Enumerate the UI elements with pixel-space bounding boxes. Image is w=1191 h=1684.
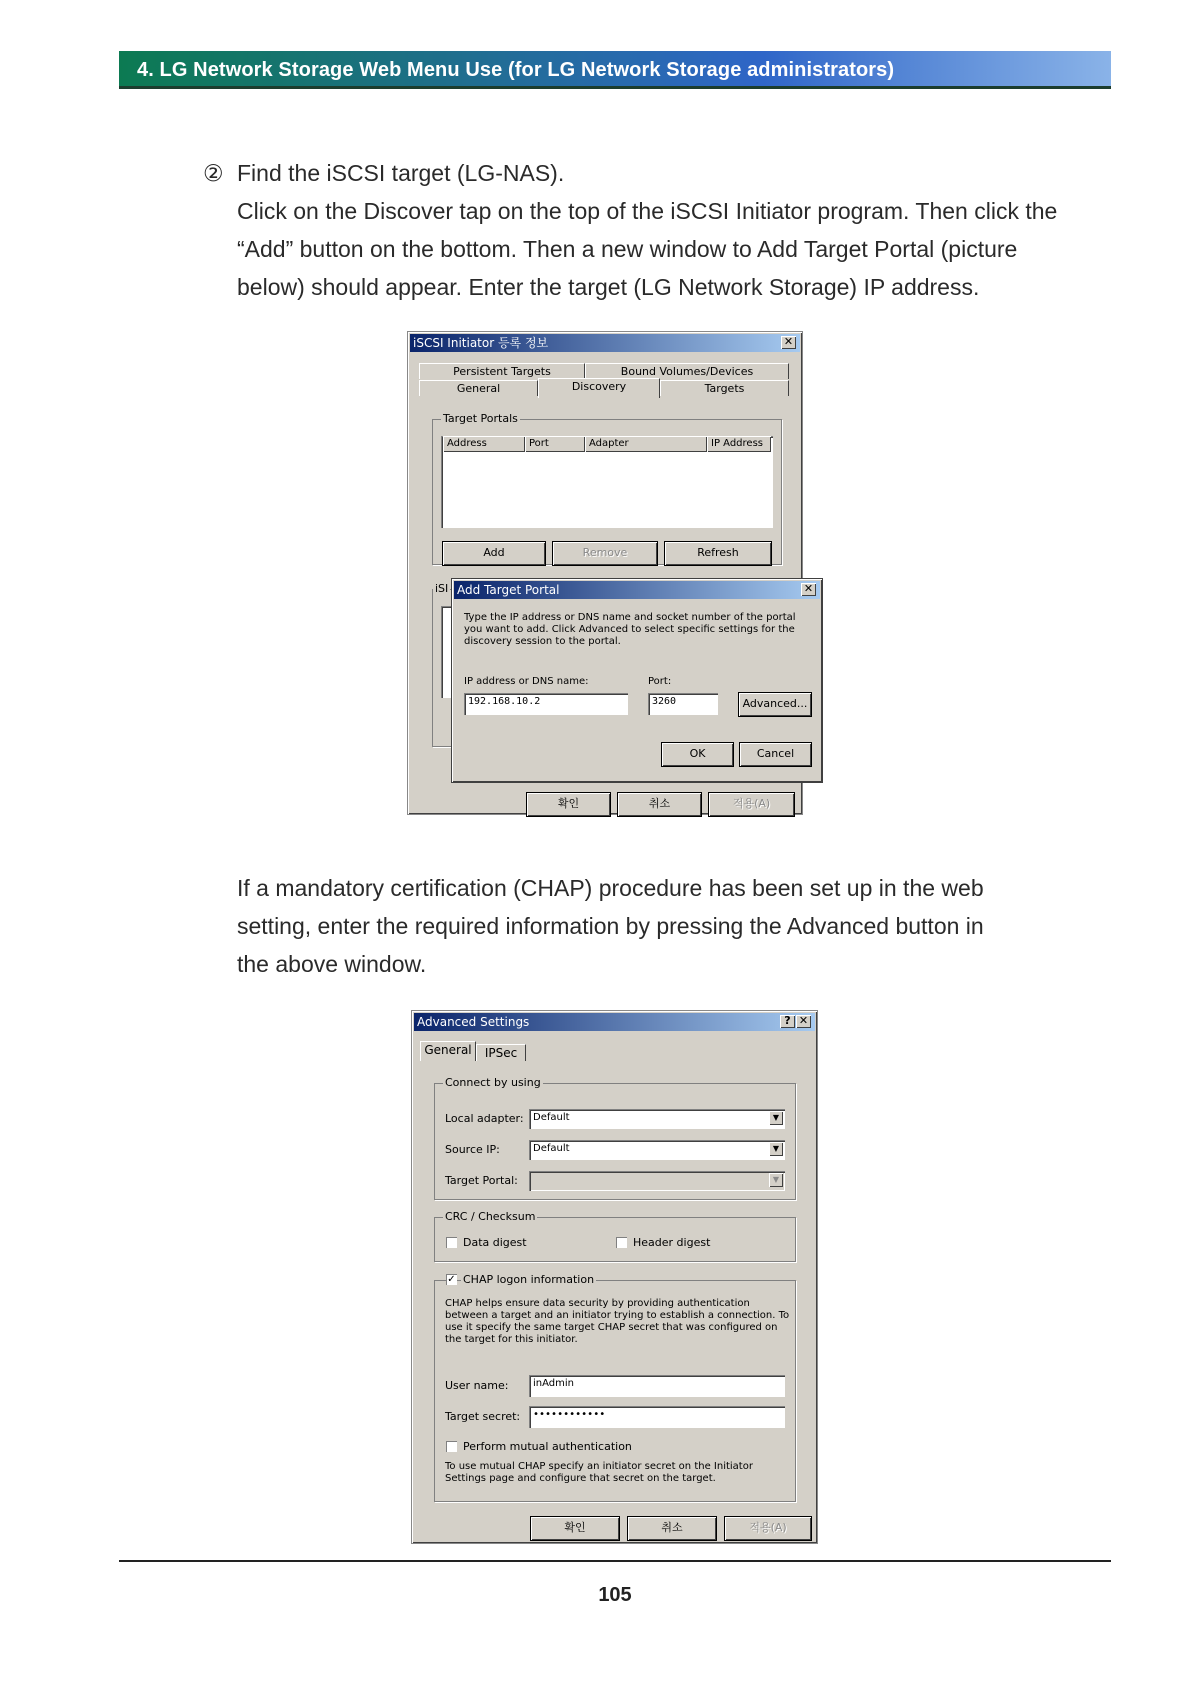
source-ip-label: Source IP: <box>445 1143 500 1156</box>
chap-logon-checkbox[interactable]: ✓ <box>447 1274 456 1285</box>
iscsi-window-titlebar <box>410 334 800 352</box>
add-portal-titlebar <box>454 581 820 599</box>
apply-button[interactable]: 적용(A) <box>709 793 794 816</box>
help-icon[interactable]: ? <box>780 1015 795 1028</box>
target-secret-value: •••••••••••• <box>533 1409 606 1420</box>
chap-logon-label: CHAP logon information <box>463 1273 595 1286</box>
add-target-portal-dialog <box>451 578 823 783</box>
footer-rule <box>119 1560 1111 1562</box>
connect-by-using-label: Connect by using <box>445 1076 541 1089</box>
chap-description: CHAP helps ensure data security by providing authentication between a target and an initiator trying to establish a connection. To use it specify the same target CHAP secret that was configured on the target for this initiator. <box>445 1298 790 1345</box>
add-button[interactable]: Add <box>443 542 545 565</box>
source-ip-select[interactable] <box>529 1140 785 1160</box>
target-portal-label: Target Portal: <box>445 1174 518 1187</box>
apply-button[interactable]: 적용(A) <box>725 1517 811 1540</box>
advanced-settings-window <box>411 1010 818 1544</box>
user-name-value: inAdmin <box>533 1378 574 1389</box>
tab-general[interactable]: General <box>419 380 538 396</box>
column-header-address[interactable]: Address <box>443 436 525 452</box>
tab-persistent-targets[interactable]: Persistent Targets <box>419 363 585 379</box>
user-name-input[interactable] <box>529 1375 785 1397</box>
target-portals-list[interactable] <box>441 436 773 528</box>
remove-button[interactable]: Remove <box>553 542 657 565</box>
tab-bound-volumes[interactable]: Bound Volumes/Devices <box>585 363 789 379</box>
section-header-bar <box>119 51 1111 89</box>
close-icon[interactable]: ✕ <box>801 583 816 596</box>
cancel-button[interactable]: 취소 <box>628 1517 716 1540</box>
mutual-auth-label: Perform mutual authentication <box>463 1440 632 1453</box>
data-digest-checkbox[interactable] <box>446 1237 457 1248</box>
add-portal-title: Add Target Portal <box>457 583 560 597</box>
step-line-2: Click on the Discover tap on the top of the iSCSI Initiator program. Then click the <box>237 198 1058 224</box>
data-digest-label: Data digest <box>463 1236 527 1249</box>
local-adapter-select[interactable] <box>529 1109 785 1129</box>
ok-button[interactable]: 확인 <box>527 793 610 816</box>
port-value: 3260 <box>652 696 677 707</box>
mutual-auth-checkbox[interactable] <box>446 1441 457 1452</box>
step-number: ② <box>203 160 224 186</box>
ip-address-label: IP address or DNS name: <box>464 676 589 687</box>
chevron-down-icon[interactable]: ▼ <box>769 1111 783 1125</box>
step-line-1: Find the iSCSI target (LG-NAS). <box>237 160 565 186</box>
add-portal-cancel-button[interactable]: Cancel <box>740 743 811 766</box>
iscsi-window-title: iSCSI Initiator 등록 정보 <box>413 336 549 350</box>
port-input[interactable] <box>648 693 718 715</box>
tab-targets[interactable]: Targets <box>660 380 789 396</box>
mutual-auth-description: To use mutual CHAP specify an initiator secret on the Initiator Settings page and configure that secret on the target. <box>445 1461 753 1484</box>
target-secret-input[interactable] <box>529 1406 785 1428</box>
tab-ipsec[interactable]: IPSec <box>476 1044 526 1061</box>
source-ip-value: Default <box>533 1143 570 1154</box>
target-secret-label: Target secret: <box>445 1410 521 1423</box>
add-portal-ok-button[interactable]: OK <box>662 743 733 766</box>
ip-address-value: 192.168.10.2 <box>468 696 541 707</box>
tab-discovery[interactable]: Discovery <box>538 378 660 398</box>
chevron-down-icon[interactable]: ▼ <box>769 1142 783 1156</box>
crc-checksum-label: CRC / Checksum <box>445 1210 536 1223</box>
port-label: Port: <box>648 676 672 687</box>
header-digest-checkbox[interactable] <box>616 1237 627 1248</box>
header-digest-label: Header digest <box>633 1236 711 1249</box>
cancel-button[interactable]: 취소 <box>618 793 701 816</box>
targets-group-label: iSI <box>435 582 449 595</box>
section-header-title: 4. LG Network Storage Web Menu Use (for LG Network Storage administrators) <box>137 59 895 81</box>
ok-button[interactable]: 확인 <box>531 1517 619 1540</box>
user-name-label: User name: <box>445 1379 509 1392</box>
advanced-titlebar <box>414 1013 815 1031</box>
local-adapter-value: Default <box>533 1112 570 1123</box>
target-portals-label: Target Portals <box>443 412 518 425</box>
advanced-title: Advanced Settings <box>417 1015 530 1029</box>
refresh-button[interactable]: Refresh <box>665 542 771 565</box>
note-line-1: If a mandatory certification (CHAP) procedure has been set up in the web <box>237 875 984 901</box>
chevron-down-icon: ▼ <box>769 1173 783 1187</box>
close-icon[interactable]: ✕ <box>796 1015 811 1028</box>
page-number: 105 <box>598 1584 632 1606</box>
step-line-3: “Add” button on the bottom. Then a new window to Add Target Portal (picture <box>237 236 1018 262</box>
advanced-button[interactable]: Advanced... <box>739 693 811 716</box>
local-adapter-label: Local adapter: <box>445 1112 524 1125</box>
step-line-4: below) should appear. Enter the target (LG Network Storage) IP address. <box>237 274 980 300</box>
add-portal-description: Type the IP address or DNS name and socket number of the portal you want to add. Click Advanced to select specific settings for the discovery session to the portal. <box>464 612 796 647</box>
ip-address-input[interactable] <box>464 693 628 715</box>
note-line-2: setting, enter the required information by pressing the Advanced button in <box>237 913 984 939</box>
note-line-3: the above window. <box>237 951 427 977</box>
column-header-adapter[interactable]: Adapter <box>585 436 707 452</box>
close-icon[interactable]: ✕ <box>781 336 796 349</box>
column-header-port[interactable]: Port <box>525 436 585 452</box>
target-portal-select <box>529 1171 785 1191</box>
tab-general[interactable]: General <box>420 1041 476 1061</box>
column-header-ip-address[interactable]: IP Address <box>707 436 771 452</box>
